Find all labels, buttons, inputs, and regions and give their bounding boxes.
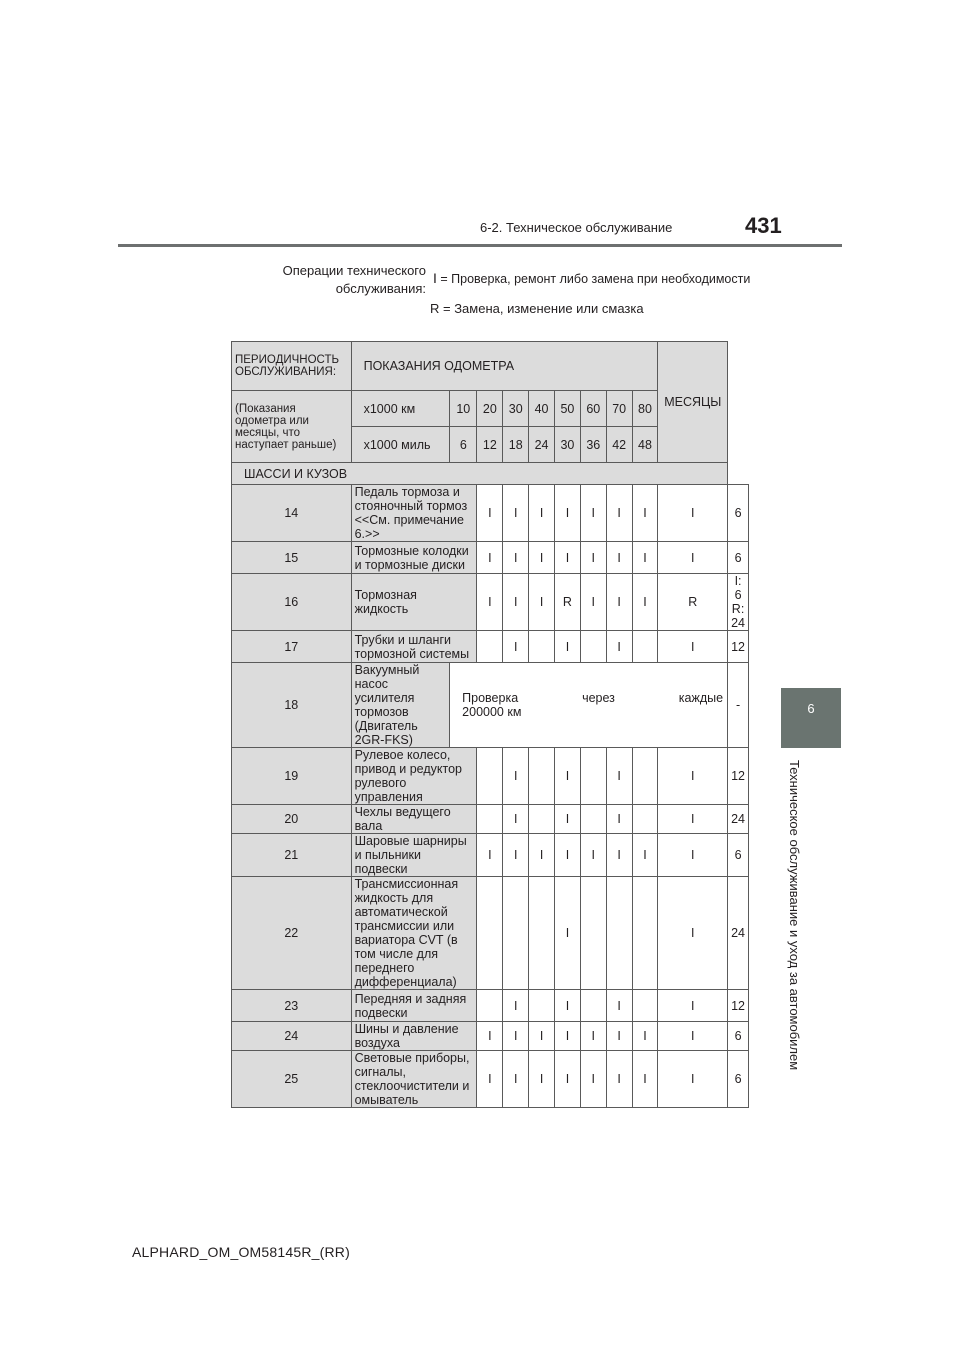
months-cell: 6 [728, 1022, 749, 1051]
legend-r: R = Замена, изменение или смазка [430, 301, 644, 316]
mile-value: 42 [606, 427, 632, 463]
months-cell: 24 [728, 877, 749, 990]
months-cell: 12 [728, 631, 749, 663]
interval-cell: I [658, 1022, 728, 1051]
interval-cell: I [606, 542, 632, 574]
interval-cell [529, 877, 555, 990]
row-item: Световые приборы, сигналы, стеклоочистители и омыватель [351, 1051, 477, 1108]
interval-cell: I [658, 990, 728, 1022]
table-row [232, 834, 749, 877]
legend-i-text: = Проверка, ремонт либо замена при необходимости [440, 272, 751, 286]
interval-cell: I [503, 574, 529, 631]
section-title: 6-2. Техническое обслуживание [480, 220, 673, 235]
table-row [232, 574, 749, 631]
row-item: Тормозная жидкость [351, 574, 477, 631]
mile-value: 36 [580, 427, 606, 463]
interval-cell [580, 805, 606, 834]
interval-cell: I [632, 574, 658, 631]
interval-cell [529, 748, 555, 805]
interval-note: (Показания одометра или месяцы, что наступает раньше) [232, 391, 352, 463]
interval-cell: I [503, 990, 529, 1022]
header-rule [118, 244, 842, 247]
table-row [232, 990, 749, 1022]
interval-cell: I [658, 485, 728, 542]
interval-cell [477, 631, 503, 663]
interval-label: ПЕРИОДИЧНОСТЬ ОБСЛУЖИВАНИЯ: [232, 342, 352, 391]
row-number: 17 [232, 631, 352, 663]
interval-cell: I [632, 1051, 658, 1108]
km-value: 70 [606, 391, 632, 427]
interval-cell [632, 748, 658, 805]
interval-cell: I [580, 1022, 606, 1051]
interval-cell: I [503, 748, 529, 805]
interval-cell: I [477, 542, 503, 574]
interval-cell: I [503, 1051, 529, 1108]
span-note [450, 663, 728, 748]
mile-value: 18 [503, 427, 529, 463]
table-row [232, 1022, 749, 1051]
table-body [232, 342, 749, 1108]
interval-cell: I [503, 834, 529, 877]
interval-cell: I [503, 631, 529, 663]
interval-cell: I [658, 834, 728, 877]
months-cell: 6 [728, 834, 749, 877]
interval-cell: I [606, 748, 632, 805]
row-number: 20 [232, 805, 352, 834]
interval-cell: I [632, 542, 658, 574]
table-header-row-1 [232, 342, 749, 391]
interval-cell [503, 877, 529, 990]
interval-cell: I [580, 1051, 606, 1108]
odometer-label: ПОКАЗАНИЯ ОДОМЕТРА [351, 342, 658, 391]
mile-value: 12 [477, 427, 503, 463]
interval-cell [580, 631, 606, 663]
interval-cell: I [529, 485, 555, 542]
interval-cell: I [477, 485, 503, 542]
interval-cell: I [555, 1051, 581, 1108]
side-title: Техническое обслуживание и уход за автомобилем [787, 760, 802, 1071]
interval-cell: I [658, 877, 728, 990]
interval-cell: I [606, 834, 632, 877]
months-r: R: 24 [731, 602, 745, 630]
km-value: 50 [555, 391, 581, 427]
interval-cell [477, 805, 503, 834]
interval-cell: I [555, 877, 581, 990]
row-number: 25 [232, 1051, 352, 1108]
interval-cell: I [503, 1022, 529, 1051]
mile-label: x1000 миль [351, 427, 450, 463]
row-item: Трансмиссионная жидкость для автоматической трансмиссии или вариатора CVT (в том числе для переднего дифференциала) [351, 877, 477, 990]
months-label: МЕСЯЦЫ [658, 342, 728, 463]
section-row [232, 463, 749, 485]
months-cell: 6 [728, 1051, 749, 1108]
row-item: Трубки и шланги тормозной системы [351, 631, 477, 663]
row-number: 15 [232, 542, 352, 574]
interval-cell: I [580, 542, 606, 574]
months-cell: 12 [728, 990, 749, 1022]
interval-cell: I [555, 748, 581, 805]
interval-cell: I [555, 805, 581, 834]
interval-cell: I [477, 1022, 503, 1051]
mile-value: 6 [450, 427, 477, 463]
row-item: Шаровые шарниры и пыльники подвески [351, 834, 477, 877]
table-row [232, 805, 749, 834]
interval-cell [632, 877, 658, 990]
interval-cell: I [580, 485, 606, 542]
interval-cell: I [580, 834, 606, 877]
interval-cell [529, 805, 555, 834]
row-item: Педаль тормоза и стояночный тормоз <<См. примечание 6.>> [351, 485, 477, 542]
km-value: 30 [503, 391, 529, 427]
interval-cell: I [658, 748, 728, 805]
months-i: I: 6 [734, 574, 742, 602]
interval-cell: I [529, 1051, 555, 1108]
interval-cell [580, 990, 606, 1022]
page-number: 431 [745, 213, 782, 238]
km-label: x1000 км [351, 391, 450, 427]
table-row [232, 663, 749, 748]
interval-cell: I [555, 631, 581, 663]
table-row [232, 877, 749, 990]
interval-cell [632, 631, 658, 663]
row-number: 18 [232, 663, 352, 748]
row-number: 16 [232, 574, 352, 631]
months-cell: 6 [728, 542, 749, 574]
interval-cell: I [632, 485, 658, 542]
row-number: 21 [232, 834, 352, 877]
table-row [232, 1051, 749, 1108]
interval-cell: I [606, 1022, 632, 1051]
row-item: Вакуумный насос усилителя тормозов (Двигатель 2GR-FKS) [351, 663, 450, 748]
maintenance-table [231, 341, 749, 1108]
span-note-line-2: 200000 км [462, 705, 522, 719]
interval-cell: I [658, 805, 728, 834]
footer-code: ALPHARD_OM_OM58145R_(RR) [132, 1244, 350, 1260]
row-number: 14 [232, 485, 352, 542]
table-row [232, 748, 749, 805]
interval-cell: I [477, 1051, 503, 1108]
interval-cell: I [658, 1051, 728, 1108]
interval-cell [606, 877, 632, 990]
interval-cell: R [658, 574, 728, 631]
operations-label: Операции технического обслуживания: [282, 263, 426, 296]
interval-cell: I [555, 1022, 581, 1051]
mile-value: 48 [632, 427, 658, 463]
interval-cell: I [658, 542, 728, 574]
interval-cell [632, 805, 658, 834]
km-value: 60 [580, 391, 606, 427]
months-cell [728, 574, 749, 631]
interval-cell: I [529, 574, 555, 631]
interval-cell [632, 990, 658, 1022]
chapter-tab: 6 [781, 688, 841, 748]
row-number: 22 [232, 877, 352, 990]
side-title-wrap [780, 760, 810, 1070]
interval-cell: I [503, 805, 529, 834]
interval-cell: I [606, 1051, 632, 1108]
mile-value: 24 [529, 427, 555, 463]
interval-cell: I [555, 834, 581, 877]
interval-cell [580, 748, 606, 805]
interval-cell: I [606, 574, 632, 631]
interval-cell [580, 877, 606, 990]
table-row [232, 485, 749, 542]
row-number: 19 [232, 748, 352, 805]
km-value: 10 [450, 391, 477, 427]
row-item: Чехлы ведущего вала [351, 805, 477, 834]
interval-cell: R [555, 574, 581, 631]
interval-cell: I [529, 1022, 555, 1051]
km-value: 20 [477, 391, 503, 427]
km-value: 80 [632, 391, 658, 427]
row-number: 23 [232, 990, 352, 1022]
interval-cell [529, 631, 555, 663]
interval-cell: I [555, 990, 581, 1022]
legend-i [433, 270, 750, 286]
interval-cell: I [555, 542, 581, 574]
legend-i-symbol: I [433, 270, 437, 286]
months-cell: - [728, 663, 749, 748]
interval-cell: I [606, 990, 632, 1022]
interval-cell [477, 877, 503, 990]
interval-cell: I [503, 485, 529, 542]
row-number: 24 [232, 1022, 352, 1051]
interval-cell: I [503, 542, 529, 574]
span-note-line-1: Проверка через каждые [462, 691, 724, 705]
months-cell: 24 [728, 805, 749, 834]
row-item: Рулевое колесо, привод и редуктор рулевого управления [351, 748, 477, 805]
interval-cell: I [477, 834, 503, 877]
interval-cell: I [555, 485, 581, 542]
months-cell: 6 [728, 485, 749, 542]
interval-cell: I [580, 574, 606, 631]
interval-cell: I [529, 834, 555, 877]
interval-cell [477, 748, 503, 805]
interval-cell: I [606, 631, 632, 663]
row-item: Передняя и задняя подвески [351, 990, 477, 1022]
interval-cell: I [529, 542, 555, 574]
interval-cell: I [658, 631, 728, 663]
table-row [232, 631, 749, 663]
interval-cell [477, 990, 503, 1022]
row-item: Шины и давление воздуха [351, 1022, 477, 1051]
interval-cell: I [606, 805, 632, 834]
months-cell: 12 [728, 748, 749, 805]
interval-cell: I [632, 834, 658, 877]
section-title-cell: ШАССИ И КУЗОВ [232, 463, 728, 485]
row-item: Тормозные колодки и тормозные диски [351, 542, 477, 574]
interval-cell [529, 990, 555, 1022]
mile-value: 30 [555, 427, 581, 463]
interval-cell: I [632, 1022, 658, 1051]
km-value: 40 [529, 391, 555, 427]
table-row [232, 542, 749, 574]
interval-cell: I [606, 485, 632, 542]
interval-cell: I [477, 574, 503, 631]
